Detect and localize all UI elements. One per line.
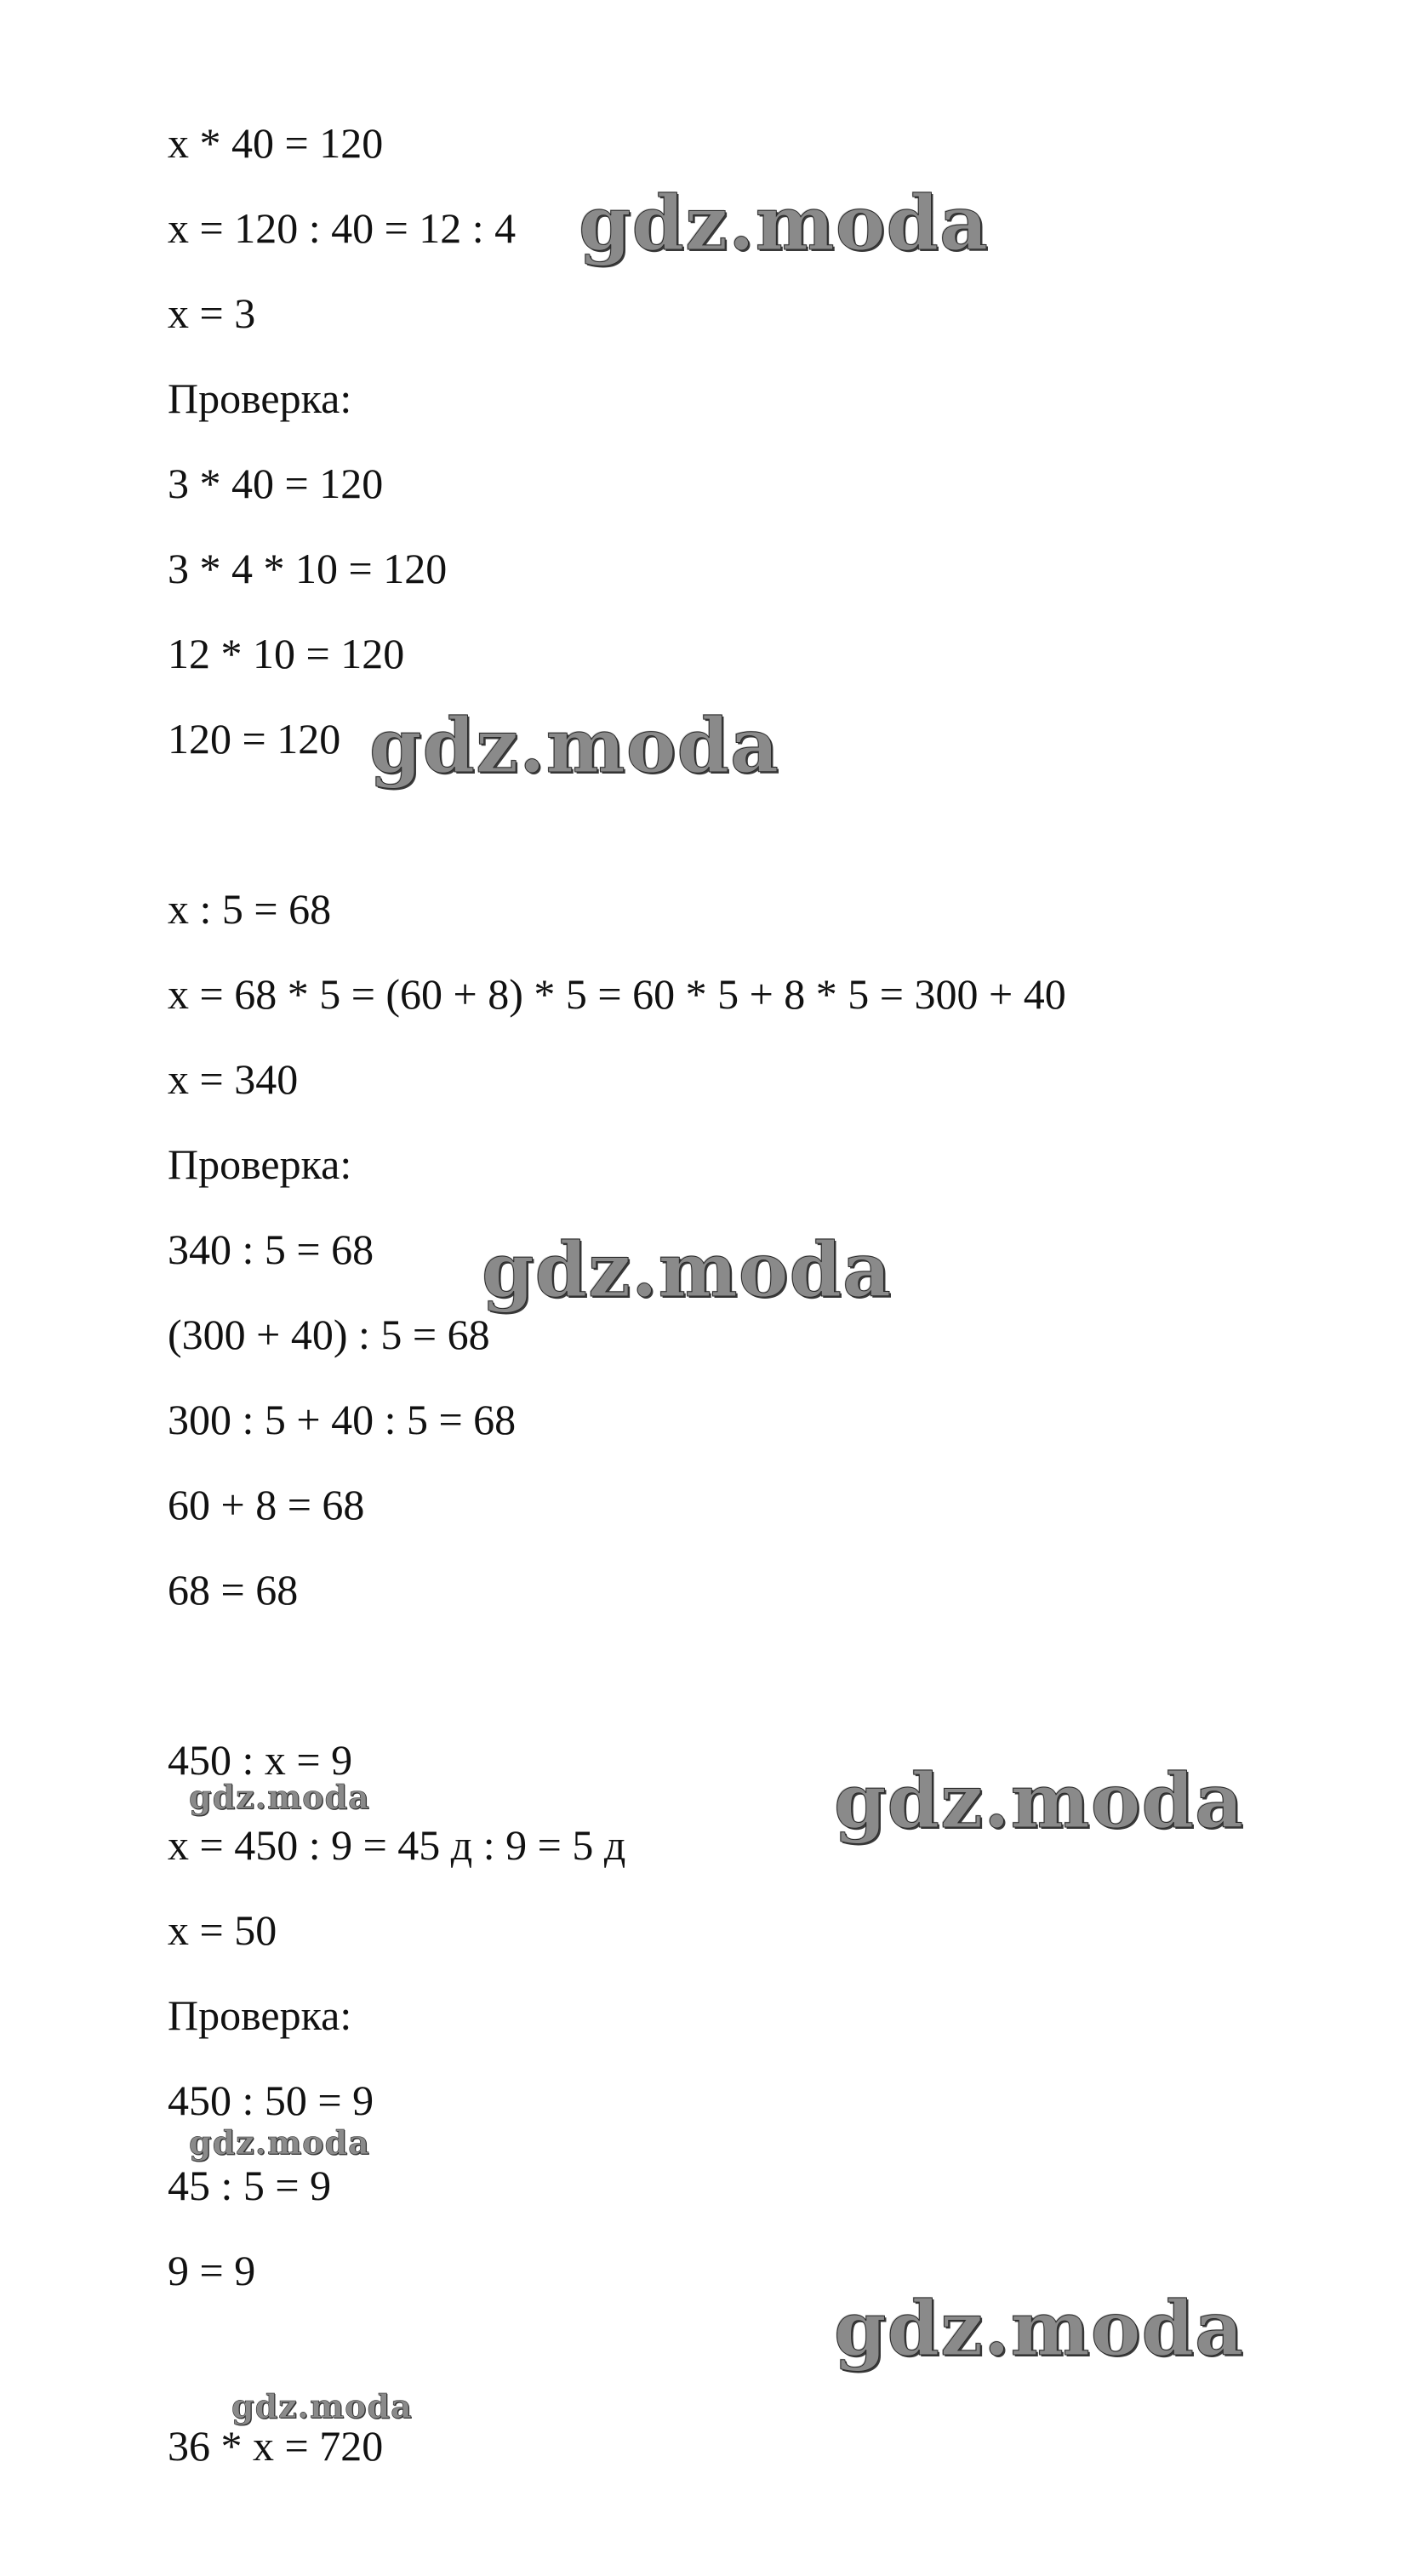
- equation-line: 45 : 5 = 9: [168, 2162, 332, 2209]
- equation-line: 120 = 120: [168, 715, 341, 763]
- equation-line: x = 3: [168, 289, 256, 337]
- equation-line: 450 : 50 = 9: [168, 2076, 374, 2124]
- check-heading: Проверка:: [168, 1140, 352, 1188]
- equation-line: 60 + 8 = 68: [168, 1481, 365, 1528]
- equation-line: 3 * 4 * 10 = 120: [168, 545, 448, 592]
- watermark: gdz.moda: [369, 701, 780, 790]
- check-heading: Проверка:: [168, 1991, 352, 2039]
- equation-line: x = 340: [168, 1055, 299, 1103]
- equation-line: x = 120 : 40 = 12 : 4: [168, 204, 517, 252]
- equation-line: x = 68 * 5 = (60 + 8) * 5 = 60 * 5 + 8 * 5 = 300 + 40: [168, 970, 1066, 1018]
- equation-line: x : 5 = 68: [168, 885, 332, 933]
- watermark: gdz.moda: [834, 2284, 1245, 2373]
- watermark: gdz.moda: [189, 1778, 370, 1816]
- equation-line: x = 50: [168, 1906, 277, 1954]
- equation-line: 36 * x = 720: [168, 2422, 384, 2470]
- watermark: gdz.moda: [482, 1225, 893, 1314]
- equation-line: 300 : 5 + 40 : 5 = 68: [168, 1396, 517, 1443]
- equation-line: 340 : 5 = 68: [168, 1225, 374, 1273]
- check-heading: Проверка:: [168, 374, 352, 422]
- equation-line: 450 : x = 9: [168, 1736, 353, 1784]
- equation-line: 9 = 9: [168, 2247, 256, 2294]
- equation-line: x * 40 = 120: [168, 119, 384, 167]
- watermark: gdz.moda: [834, 1756, 1245, 1845]
- equation-line: x = 450 : 9 = 45 д : 9 = 5 д: [168, 1821, 626, 1869]
- watermark: gdz.moda: [579, 179, 990, 267]
- equation-line: 3 * 40 = 120: [168, 460, 384, 507]
- equation-line: 12 * 10 = 120: [168, 630, 405, 677]
- equation-line: (300 + 40) : 5 = 68: [168, 1311, 490, 1358]
- equation-line: 68 = 68: [168, 1566, 299, 1614]
- watermark: gdz.moda: [189, 2123, 370, 2162]
- watermark: gdz.moda: [231, 2387, 413, 2425]
